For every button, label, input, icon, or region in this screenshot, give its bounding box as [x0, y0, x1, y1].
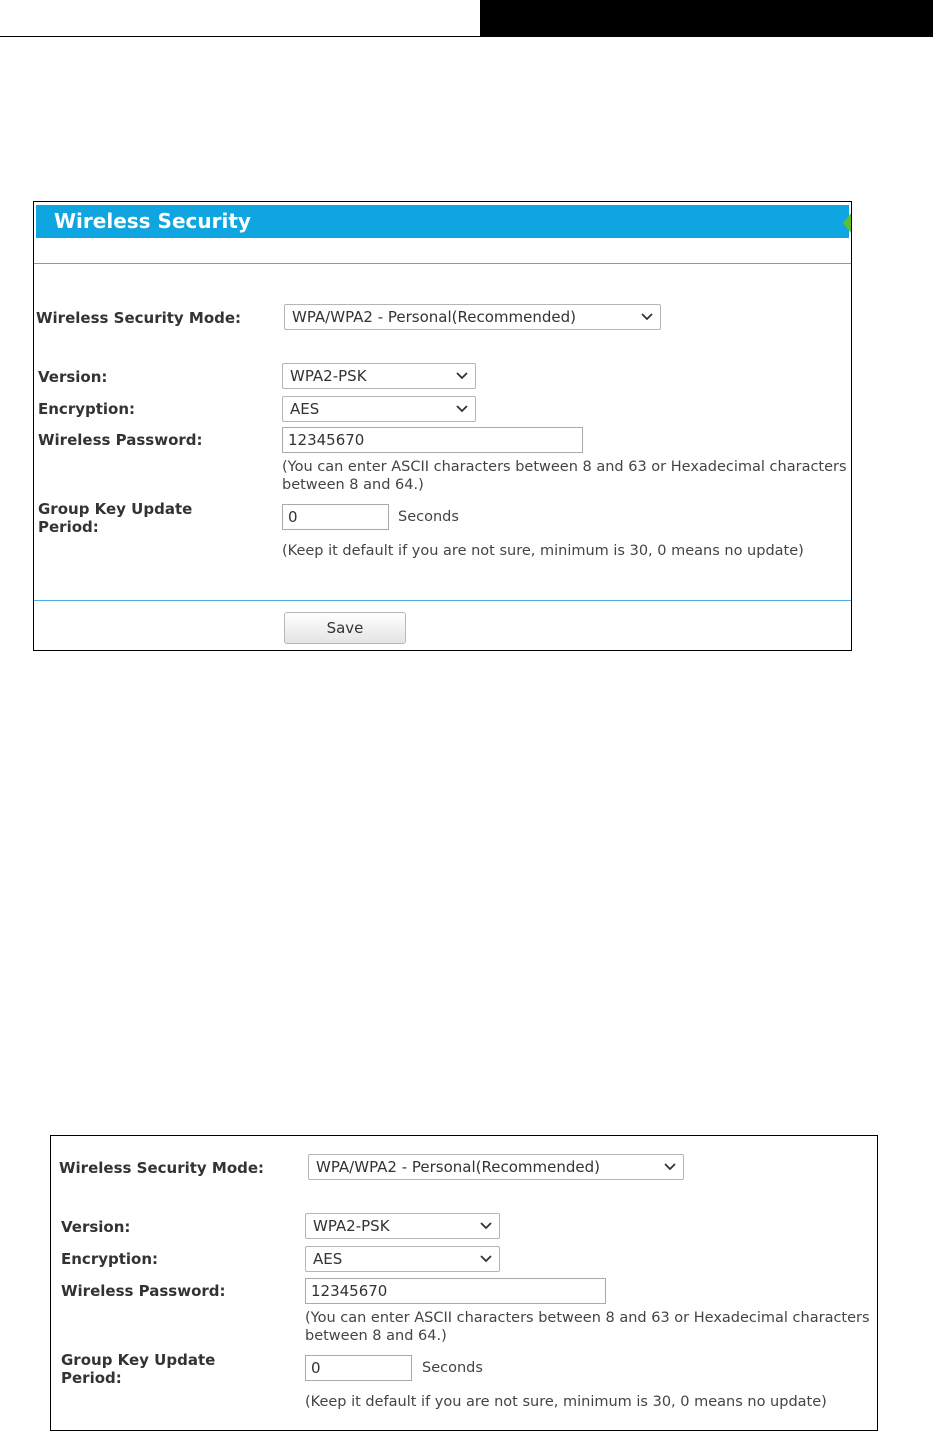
security-mode-value: WPA/WPA2 - Personal(Recommended) [316, 1158, 601, 1176]
encryption-select[interactable] [305, 1246, 500, 1272]
encryption-select[interactable] [282, 396, 476, 422]
chevron-down-icon [455, 371, 469, 381]
password-input[interactable]: 12345670 [305, 1278, 606, 1304]
group-key-label-line2: Period: [38, 518, 99, 536]
chevron-down-icon [479, 1221, 493, 1231]
password-note-line2: between 8 and 64.) [282, 477, 424, 493]
page-header-rule [0, 36, 480, 37]
version-value: WPA2-PSK [313, 1217, 390, 1235]
security-mode-value: WPA/WPA2 - Personal(Recommended) [292, 308, 577, 326]
version-label: Version: [38, 368, 108, 386]
wireless-security-settings-panel [50, 1135, 878, 1431]
group-key-unit: Seconds [422, 1360, 483, 1376]
group-key-unit: Seconds [398, 509, 459, 525]
version-label: Version: [61, 1218, 131, 1236]
encryption-label: Encryption: [61, 1250, 159, 1268]
password-note-line2: between 8 and 64.) [305, 1328, 447, 1344]
group-key-label-line1: Group Key Update [38, 500, 193, 518]
password-note-line1: (You can enter ASCII characters between 8 and 63 or Hexadecimal characters [282, 459, 847, 475]
chevron-down-icon [479, 1254, 493, 1264]
wireless-security-panel [33, 201, 852, 651]
group-key-input[interactable]: 0 [282, 504, 389, 530]
version-select[interactable] [305, 1213, 500, 1239]
chevron-down-icon [640, 312, 654, 322]
group-key-input[interactable]: 0 [305, 1355, 412, 1381]
group-key-note: (Keep it default if you are not sure, minimum is 30, 0 means no update) [282, 543, 804, 559]
security-mode-label: Wireless Security Mode: [36, 309, 242, 327]
group-key-note: (Keep it default if you are not sure, minimum is 30, 0 means no update) [305, 1394, 827, 1410]
encryption-value: AES [313, 1250, 343, 1268]
version-value: WPA2-PSK [290, 367, 367, 385]
chevron-down-icon [455, 404, 469, 414]
page-header-black-block [480, 0, 933, 37]
chevron-down-icon [663, 1162, 677, 1172]
divider-bottom [34, 600, 851, 601]
password-input[interactable]: 12345670 [282, 427, 583, 453]
page-title: Wireless Security [54, 209, 251, 233]
save-button[interactable]: Save [284, 612, 406, 644]
version-select[interactable] [282, 363, 476, 389]
title-arrow-icon [843, 213, 851, 233]
password-note-line1: (You can enter ASCII characters between 8 and 63 or Hexadecimal characters [305, 1310, 870, 1326]
group-key-label-line2: Period: [61, 1369, 122, 1387]
security-mode-label: Wireless Security Mode: [59, 1159, 265, 1177]
security-mode-select[interactable] [308, 1154, 684, 1180]
divider-top [34, 263, 851, 264]
password-label: Wireless Password: [61, 1282, 226, 1300]
encryption-value: AES [290, 400, 320, 418]
password-label: Wireless Password: [38, 431, 203, 449]
encryption-label: Encryption: [38, 400, 136, 418]
title-bar [36, 205, 849, 238]
security-mode-select[interactable] [284, 304, 661, 330]
group-key-label-line1: Group Key Update [61, 1351, 216, 1369]
